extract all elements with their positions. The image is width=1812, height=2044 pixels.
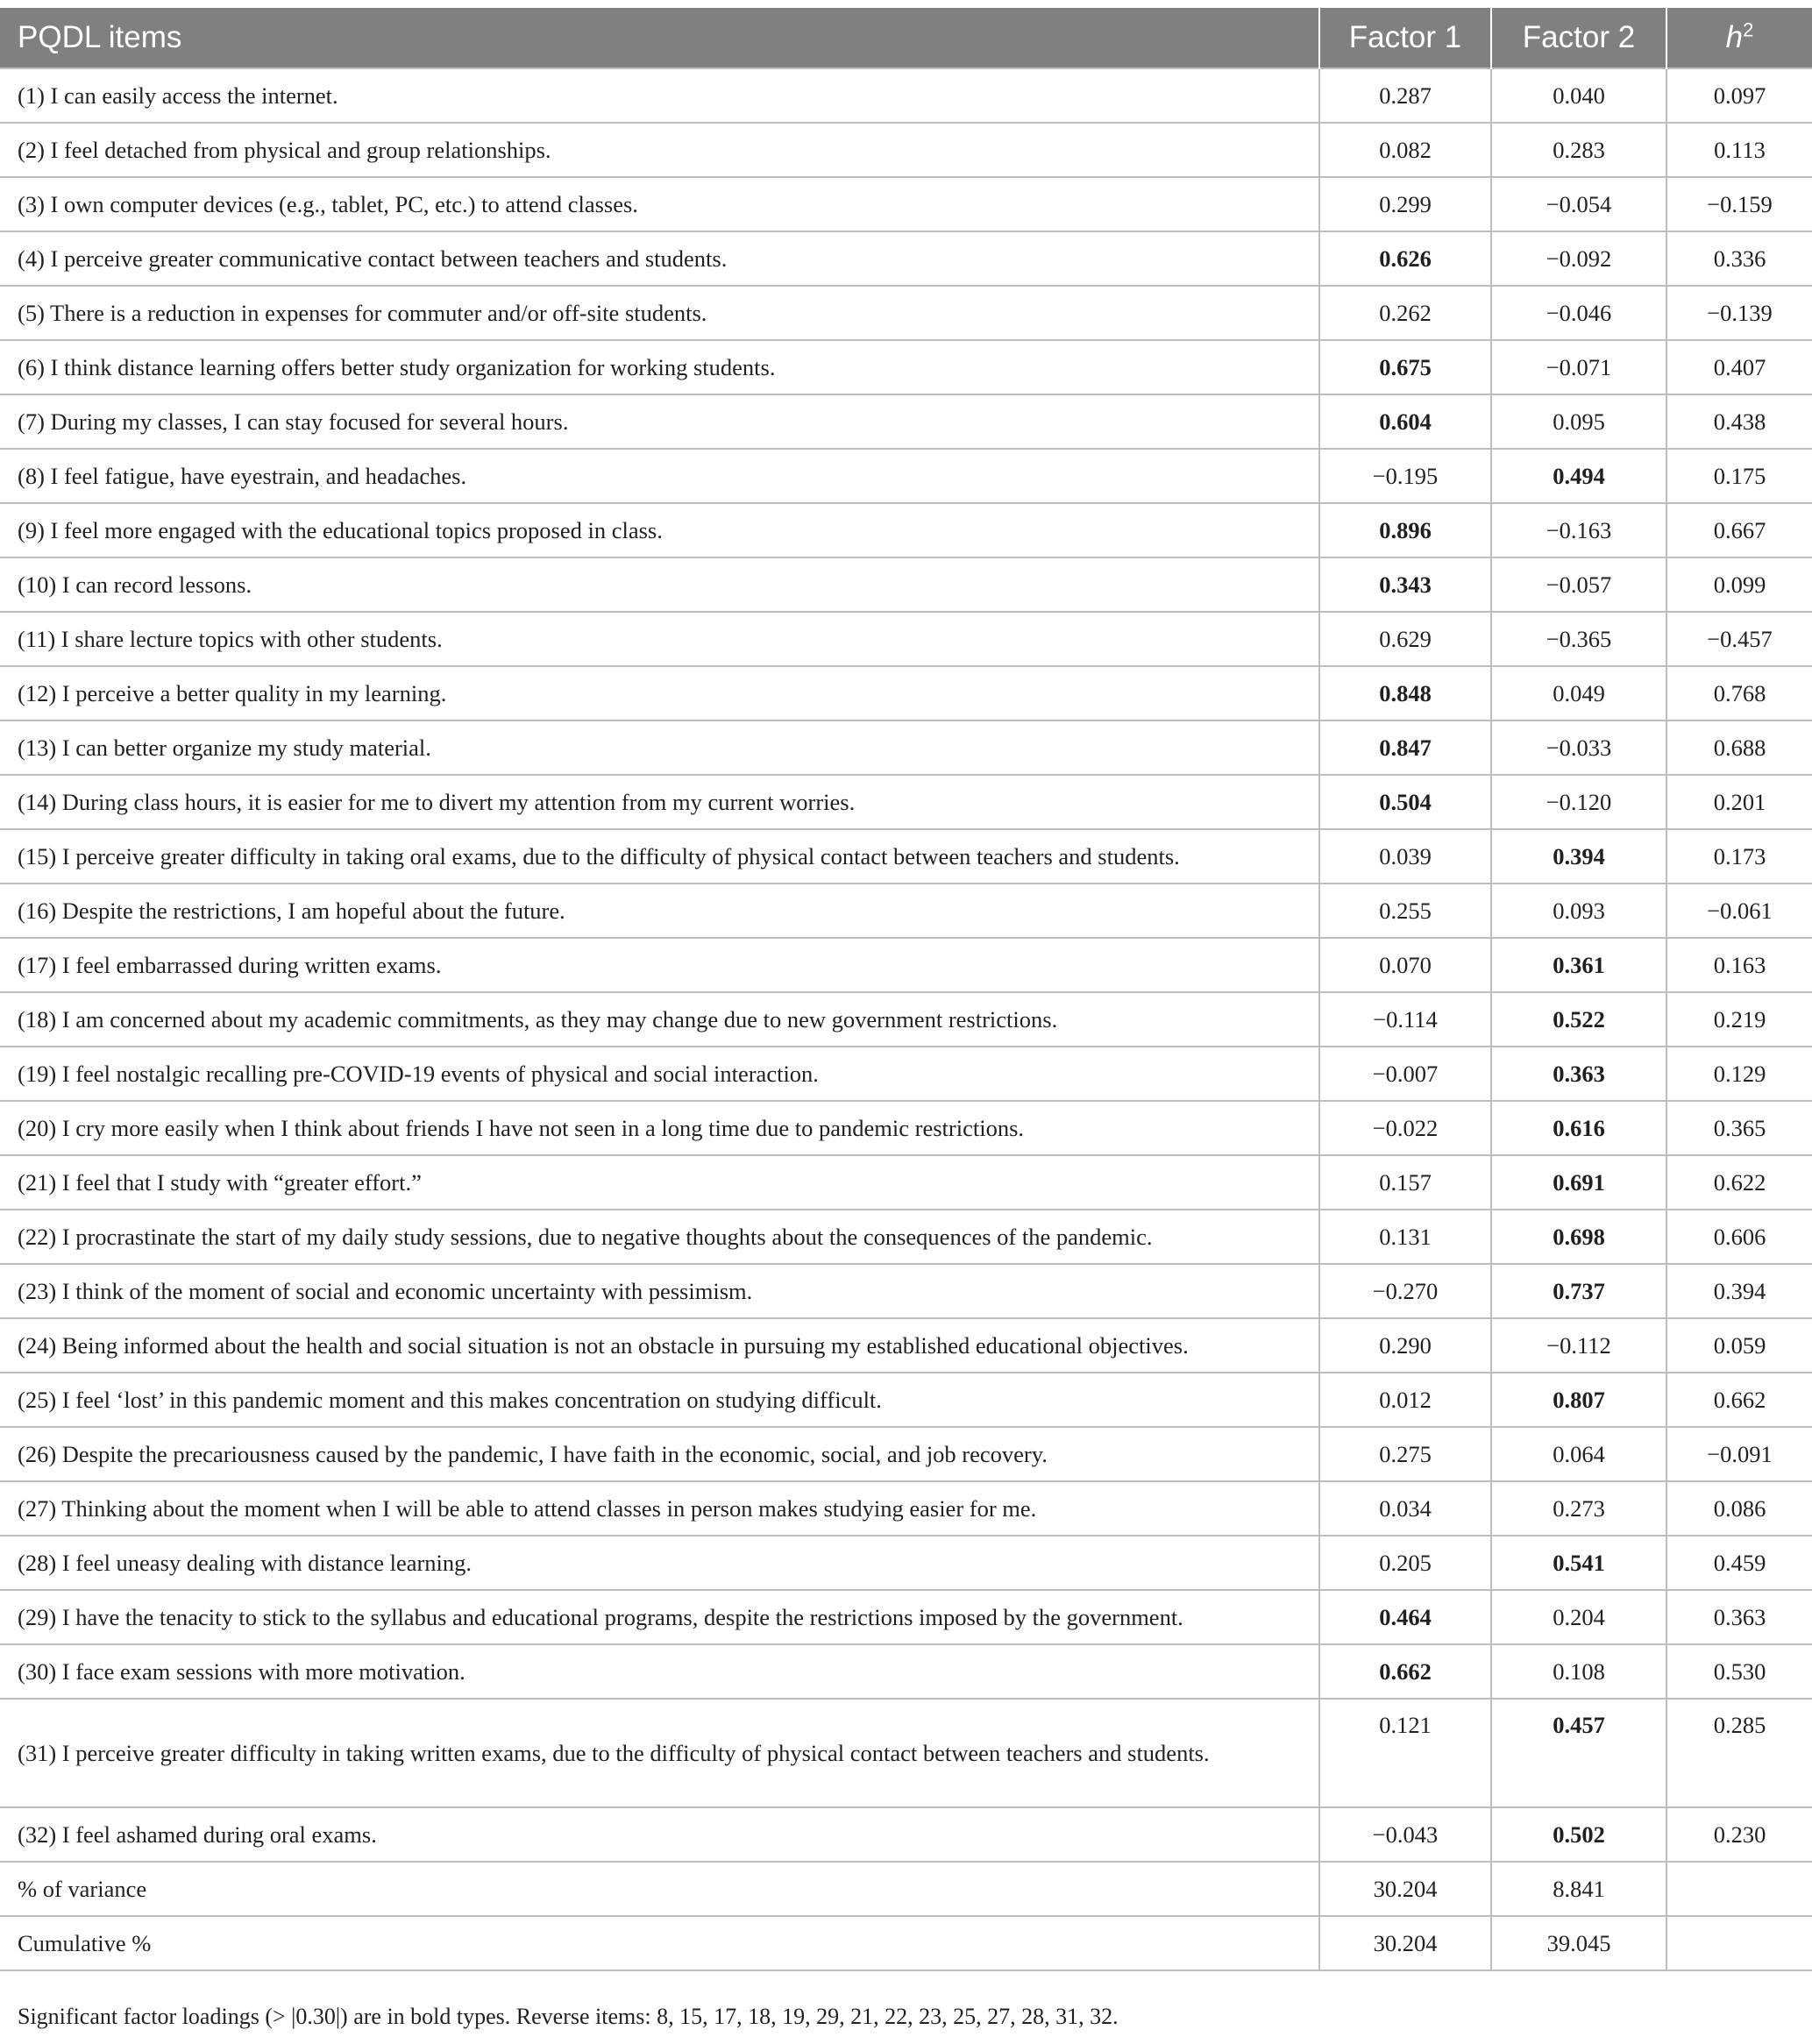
item-text-cell: (6) I think distance learning offers better study organization for working students. <box>0 340 1319 394</box>
item-text-cell: (19) I feel nostalgic recalling pre-COVID-19 events of physical and social interaction. <box>0 1047 1319 1101</box>
factor-1-cell: 0.275 <box>1319 1427 1491 1481</box>
table-row <box>0 449 1812 503</box>
factor-2-cell: 0.494 <box>1491 449 1666 503</box>
factor-1-cell: 0.848 <box>1319 666 1491 720</box>
table-row <box>0 1210 1812 1264</box>
factor-2-cell: −0.054 <box>1491 177 1666 231</box>
table-row <box>0 1644 1812 1699</box>
factor-1-cell: 0.034 <box>1319 1481 1491 1536</box>
h2-cell: 0.113 <box>1666 123 1812 177</box>
factor-2-cell: 0.541 <box>1491 1536 1666 1590</box>
table-row <box>0 1699 1812 1807</box>
header-factor-2: Factor 2 <box>1491 8 1666 68</box>
h2-cell: 0.059 <box>1666 1318 1812 1373</box>
table-row <box>0 1155 1812 1210</box>
item-text-cell: (29) I have the tenacity to stick to the syllabus and educational programs, despite the restrictions imposed by the government. <box>0 1590 1319 1644</box>
h2-cell: −0.091 <box>1666 1427 1812 1481</box>
table-row <box>0 884 1812 938</box>
h2-cell: 0.662 <box>1666 1373 1812 1427</box>
factor-1-cell: −0.007 <box>1319 1047 1491 1101</box>
header-factor-1: Factor 1 <box>1319 8 1491 68</box>
factor-1-cell: −0.195 <box>1319 449 1491 503</box>
item-text-cell: (24) Being informed about the health and social situation is not an obstacle in pursuing my established educational objectives. <box>0 1318 1319 1373</box>
factor-2-cell: −0.033 <box>1491 720 1666 775</box>
factor-1-cell: 0.629 <box>1319 612 1491 666</box>
h2-cell: −0.061 <box>1666 884 1812 938</box>
factor-2-cell: 0.502 <box>1491 1807 1666 1862</box>
h2-cell: 0.175 <box>1666 449 1812 503</box>
factor-1-cell: 0.205 <box>1319 1536 1491 1590</box>
table-row <box>0 992 1812 1047</box>
factor-1-cell: −0.043 <box>1319 1807 1491 1862</box>
h2-cell: −0.139 <box>1666 286 1812 340</box>
h2-cell: 0.407 <box>1666 340 1812 394</box>
factor-1-cell: 0.896 <box>1319 503 1491 557</box>
item-text-cell: (4) I perceive greater communicative contact between teachers and students. <box>0 231 1319 286</box>
h2-cell: 0.667 <box>1666 503 1812 557</box>
factor-2-cell: 0.093 <box>1491 884 1666 938</box>
factor-1-cell: 0.662 <box>1319 1644 1491 1699</box>
factor-2-cell: 0.698 <box>1491 1210 1666 1264</box>
item-text-cell: (7) During my classes, I can stay focused for several hours. <box>0 394 1319 449</box>
header-row <box>0 8 1812 68</box>
table-row <box>0 231 1812 286</box>
item-text-cell: (25) I feel ‘lost’ in this pandemic moment and this makes concentration on studying difficult. <box>0 1373 1319 1427</box>
h2-cell: 0.459 <box>1666 1536 1812 1590</box>
table-row <box>0 286 1812 340</box>
h2-cell <box>1666 1916 1812 1970</box>
h2-cell: 0.099 <box>1666 557 1812 612</box>
item-text-cell: % of variance <box>0 1862 1319 1916</box>
factor-2-cell: 0.108 <box>1491 1644 1666 1699</box>
factor-1-cell: 0.464 <box>1319 1590 1491 1644</box>
table-row <box>0 503 1812 557</box>
item-text-cell: (31) I perceive greater difficulty in taking written exams, due to the difficulty of physical contact between teachers and students. <box>0 1699 1319 1807</box>
factor-1-cell: 0.121 <box>1319 1699 1491 1807</box>
factor-2-cell: 0.361 <box>1491 938 1666 992</box>
item-text-cell: (26) Despite the precariousness caused by the pandemic, I have faith in the economic, social, and job recovery. <box>0 1427 1319 1481</box>
item-text-cell: (9) I feel more engaged with the educational topics proposed in class. <box>0 503 1319 557</box>
h2-cell: 0.622 <box>1666 1155 1812 1210</box>
h2-cell: 0.606 <box>1666 1210 1812 1264</box>
item-text-cell: (5) There is a reduction in expenses for commuter and/or off-site students. <box>0 286 1319 340</box>
factor-1-cell: 0.287 <box>1319 68 1491 123</box>
factor-1-cell: 0.299 <box>1319 177 1491 231</box>
factor-1-cell: 0.255 <box>1319 884 1491 938</box>
factor-2-cell: 0.522 <box>1491 992 1666 1047</box>
factor-2-cell: 0.204 <box>1491 1590 1666 1644</box>
factor-2-cell: 0.363 <box>1491 1047 1666 1101</box>
table-row <box>0 938 1812 992</box>
h2-cell: −0.457 <box>1666 612 1812 666</box>
factor-2-cell: 8.841 <box>1491 1862 1666 1916</box>
h2-cell: 0.688 <box>1666 720 1812 775</box>
factor-1-cell: 30.204 <box>1319 1862 1491 1916</box>
table-row <box>0 1047 1812 1101</box>
header-h2 <box>1666 8 1812 68</box>
factor-1-cell: 0.847 <box>1319 720 1491 775</box>
table-row <box>0 1807 1812 1862</box>
table-row <box>0 1373 1812 1427</box>
factor-2-cell: 0.394 <box>1491 829 1666 884</box>
h2-cell <box>1666 1862 1812 1916</box>
table-row <box>0 68 1812 123</box>
factor-2-cell: 0.691 <box>1491 1155 1666 1210</box>
h2-cell: 0.394 <box>1666 1264 1812 1318</box>
factor-2-cell: −0.163 <box>1491 503 1666 557</box>
factor-2-cell: −0.046 <box>1491 286 1666 340</box>
table-row <box>0 1590 1812 1644</box>
factor-1-cell: −0.270 <box>1319 1264 1491 1318</box>
factor-2-cell: 0.095 <box>1491 394 1666 449</box>
h2-cell: 0.363 <box>1666 1590 1812 1644</box>
h2-cell: 0.530 <box>1666 1644 1812 1699</box>
item-text-cell: (21) I feel that I study with “greater effort.” <box>0 1155 1319 1210</box>
item-text-cell: (28) I feel uneasy dealing with distance learning. <box>0 1536 1319 1590</box>
item-text-cell: (11) I share lecture topics with other students. <box>0 612 1319 666</box>
factor-2-cell: 0.737 <box>1491 1264 1666 1318</box>
h2-cell: 0.230 <box>1666 1807 1812 1862</box>
h2-cell: 0.438 <box>1666 394 1812 449</box>
factor-2-cell: 0.273 <box>1491 1481 1666 1536</box>
table-row <box>0 1101 1812 1155</box>
table-row <box>0 1916 1812 1970</box>
factor-1-cell: 0.626 <box>1319 231 1491 286</box>
factor-2-cell: −0.120 <box>1491 775 1666 829</box>
factor-2-cell: 0.807 <box>1491 1373 1666 1427</box>
item-text-cell: (13) I can better organize my study material. <box>0 720 1319 775</box>
factor-2-cell: 0.064 <box>1491 1427 1666 1481</box>
factor-1-cell: 0.039 <box>1319 829 1491 884</box>
factor-1-cell: 0.675 <box>1319 340 1491 394</box>
table-row <box>0 177 1812 231</box>
factor-2-cell: 0.616 <box>1491 1101 1666 1155</box>
item-text-cell: (2) I feel detached from physical and group relationships. <box>0 123 1319 177</box>
factor-2-cell: −0.092 <box>1491 231 1666 286</box>
item-text-cell: (32) I feel ashamed during oral exams. <box>0 1807 1319 1862</box>
factor-2-cell: −0.057 <box>1491 557 1666 612</box>
item-text-cell: (15) I perceive greater difficulty in taking oral exams, due to the difficulty of physical contact between teachers and students. <box>0 829 1319 884</box>
table-row <box>0 394 1812 449</box>
factor-2-cell: 0.049 <box>1491 666 1666 720</box>
h2-cell: 0.097 <box>1666 68 1812 123</box>
table-row <box>0 1427 1812 1481</box>
item-text-cell: (1) I can easily access the internet. <box>0 68 1319 123</box>
factor-2-cell: 0.457 <box>1491 1699 1666 1807</box>
item-text-cell: (20) I cry more easily when I think about friends I have not seen in a long time due to pandemic restrictions. <box>0 1101 1319 1155</box>
factor-1-cell: 0.131 <box>1319 1210 1491 1264</box>
factor-1-cell: 0.343 <box>1319 557 1491 612</box>
table-row <box>0 1536 1812 1590</box>
h2-cell: 0.086 <box>1666 1481 1812 1536</box>
item-text-cell: (10) I can record lessons. <box>0 557 1319 612</box>
h2-cell: 0.768 <box>1666 666 1812 720</box>
item-text-cell: (27) Thinking about the moment when I will be able to attend classes in person makes studying easier for me. <box>0 1481 1319 1536</box>
header-pqdl-items: PQDL items <box>0 8 1319 68</box>
item-text-cell: (18) I am concerned about my academic commitments, as they may change due to new government restrictions. <box>0 992 1319 1047</box>
table-row <box>0 340 1812 394</box>
item-text-cell: (22) I procrastinate the start of my daily study sessions, due to negative thoughts about the consequences of the pandemic. <box>0 1210 1319 1264</box>
item-text-cell: (30) I face exam sessions with more motivation. <box>0 1644 1319 1699</box>
factor-1-cell: 0.262 <box>1319 286 1491 340</box>
factor-1-cell: 0.604 <box>1319 394 1491 449</box>
h2-cell: 0.336 <box>1666 231 1812 286</box>
header-h2-letter: h <box>1725 20 1744 54</box>
table-row <box>0 829 1812 884</box>
table-row <box>0 123 1812 177</box>
factor-2-cell: 0.040 <box>1491 68 1666 123</box>
table-row <box>0 1264 1812 1318</box>
factor-2-cell: 0.283 <box>1491 123 1666 177</box>
factor-1-cell: 0.290 <box>1319 1318 1491 1373</box>
item-text-cell: (8) I feel fatigue, have eyestrain, and headaches. <box>0 449 1319 503</box>
factor-1-cell: 0.070 <box>1319 938 1491 992</box>
table-row <box>0 666 1812 720</box>
factor-1-cell: 30.204 <box>1319 1916 1491 1970</box>
header-h2-superscript: 2 <box>1743 18 1754 41</box>
factor-2-cell: −0.071 <box>1491 340 1666 394</box>
factor-1-cell: 0.157 <box>1319 1155 1491 1210</box>
table-row <box>0 557 1812 612</box>
table-row <box>0 775 1812 829</box>
table-row <box>0 1862 1812 1916</box>
table-body <box>0 68 1812 1970</box>
h2-cell: 0.219 <box>1666 992 1812 1047</box>
table-footnote: Significant factor loadings (> |0.30|) are in bold types. Reverse items: 8, 15, 17, 18, 19, 29, 21, 22, 23, 25, 27, 28, 31, 32. <box>18 2004 1119 2029</box>
factor-2-cell: −0.112 <box>1491 1318 1666 1373</box>
factor-2-cell: 39.045 <box>1491 1916 1666 1970</box>
item-text-cell: Cumulative % <box>0 1916 1319 1970</box>
table-row <box>0 1318 1812 1373</box>
table-header <box>0 8 1812 68</box>
table-row <box>0 612 1812 666</box>
table-row <box>0 720 1812 775</box>
item-text-cell: (17) I feel embarrassed during written exams. <box>0 938 1319 992</box>
item-text-cell: (14) During class hours, it is easier for me to divert my attention from my current worries. <box>0 775 1319 829</box>
h2-cell: 0.201 <box>1666 775 1812 829</box>
factor-1-cell: −0.022 <box>1319 1101 1491 1155</box>
factor-2-cell: −0.365 <box>1491 612 1666 666</box>
item-text-cell: (16) Despite the restrictions, I am hopeful about the future. <box>0 884 1319 938</box>
factor-1-cell: 0.082 <box>1319 123 1491 177</box>
item-text-cell: (3) I own computer devices (e.g., tablet, PC, etc.) to attend classes. <box>0 177 1319 231</box>
factor-loadings-table <box>0 8 1812 1971</box>
h2-cell: −0.159 <box>1666 177 1812 231</box>
item-text-cell: (12) I perceive a better quality in my learning. <box>0 666 1319 720</box>
factor-1-cell: 0.012 <box>1319 1373 1491 1427</box>
h2-cell: 0.365 <box>1666 1101 1812 1155</box>
h2-cell: 0.129 <box>1666 1047 1812 1101</box>
h2-cell: 0.163 <box>1666 938 1812 992</box>
h2-cell: 0.285 <box>1666 1699 1812 1807</box>
item-text-cell: (23) I think of the moment of social and economic uncertainty with pessimism. <box>0 1264 1319 1318</box>
h2-cell: 0.173 <box>1666 829 1812 884</box>
table-row <box>0 1481 1812 1536</box>
factor-1-cell: −0.114 <box>1319 992 1491 1047</box>
factor-1-cell: 0.504 <box>1319 775 1491 829</box>
